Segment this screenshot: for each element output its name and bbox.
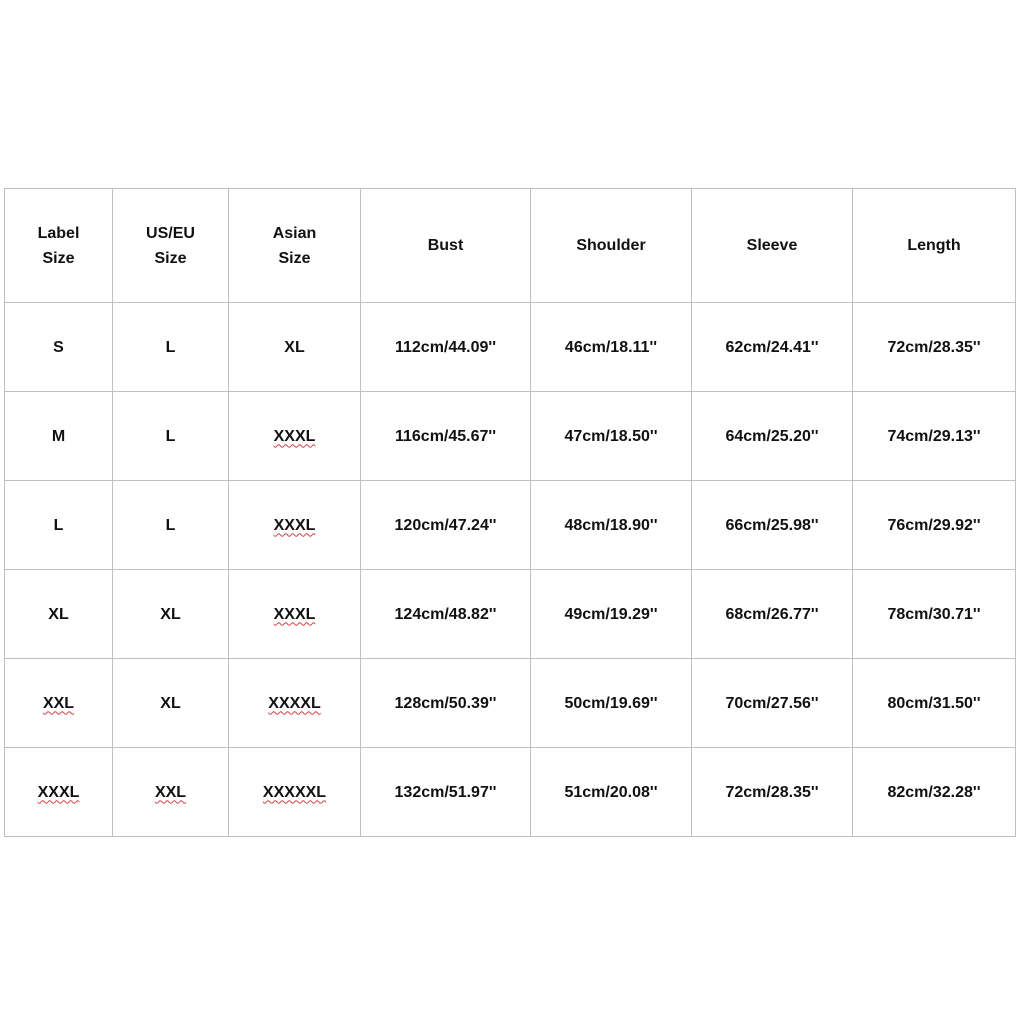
cell-label-size: M [5, 392, 113, 481]
cell-us-eu-size: XL [113, 570, 229, 659]
cell-shoulder: 48cm/18.90'' [531, 481, 692, 570]
cell-bust: 116cm/45.67'' [361, 392, 531, 481]
cell-label-size: S [5, 303, 113, 392]
header-sleeve: Sleeve [692, 189, 853, 303]
cell-shoulder: 47cm/18.50'' [531, 392, 692, 481]
cell-length: 80cm/31.50'' [853, 659, 1016, 748]
cell-label-size: L [5, 481, 113, 570]
cell-asian-size: XXXXL [229, 659, 361, 748]
cell-sleeve: 72cm/28.35'' [692, 748, 853, 837]
header-row [5, 189, 1016, 303]
header-label-size: Label Size [5, 189, 113, 303]
table-row [5, 303, 1016, 392]
cell-bust: 124cm/48.82'' [361, 570, 531, 659]
cell-label-size: XL [5, 570, 113, 659]
cell-us-eu-size: L [113, 481, 229, 570]
cell-sleeve: 64cm/25.20'' [692, 392, 853, 481]
cell-length: 74cm/29.13'' [853, 392, 1016, 481]
cell-us-eu-size: XL [113, 659, 229, 748]
cell-us-eu-size: L [113, 303, 229, 392]
cell-asian-size: XXXL [229, 392, 361, 481]
cell-sleeve: 66cm/25.98'' [692, 481, 853, 570]
size-chart-table [4, 188, 1016, 837]
cell-sleeve: 68cm/26.77'' [692, 570, 853, 659]
cell-shoulder: 50cm/19.69'' [531, 659, 692, 748]
table-row [5, 392, 1016, 481]
table-row [5, 570, 1016, 659]
cell-asian-size: XXXXXL [229, 748, 361, 837]
header-length: Length [853, 189, 1016, 303]
cell-label-size: XXL [5, 659, 113, 748]
cell-shoulder: 51cm/20.08'' [531, 748, 692, 837]
cell-length: 72cm/28.35'' [853, 303, 1016, 392]
cell-bust: 112cm/44.09'' [361, 303, 531, 392]
header-shoulder: Shoulder [531, 189, 692, 303]
cell-length: 76cm/29.92'' [853, 481, 1016, 570]
cell-sleeve: 62cm/24.41'' [692, 303, 853, 392]
table-row [5, 659, 1016, 748]
cell-sleeve: 70cm/27.56'' [692, 659, 853, 748]
table-row [5, 481, 1016, 570]
cell-label-size: XXXL [5, 748, 113, 837]
cell-length: 82cm/32.28'' [853, 748, 1016, 837]
cell-us-eu-size: L [113, 392, 229, 481]
cell-bust: 132cm/51.97'' [361, 748, 531, 837]
cell-us-eu-size: XXL [113, 748, 229, 837]
cell-length: 78cm/30.71'' [853, 570, 1016, 659]
cell-bust: 120cm/47.24'' [361, 481, 531, 570]
cell-asian-size: XXXL [229, 481, 361, 570]
header-bust: Bust [361, 189, 531, 303]
cell-asian-size: XL [229, 303, 361, 392]
header-us-eu-size: US/EU Size [113, 189, 229, 303]
table-row [5, 748, 1016, 837]
cell-asian-size: XXXL [229, 570, 361, 659]
cell-bust: 128cm/50.39'' [361, 659, 531, 748]
cell-shoulder: 49cm/19.29'' [531, 570, 692, 659]
header-asian-size: Asian Size [229, 189, 361, 303]
cell-shoulder: 46cm/18.11'' [531, 303, 692, 392]
